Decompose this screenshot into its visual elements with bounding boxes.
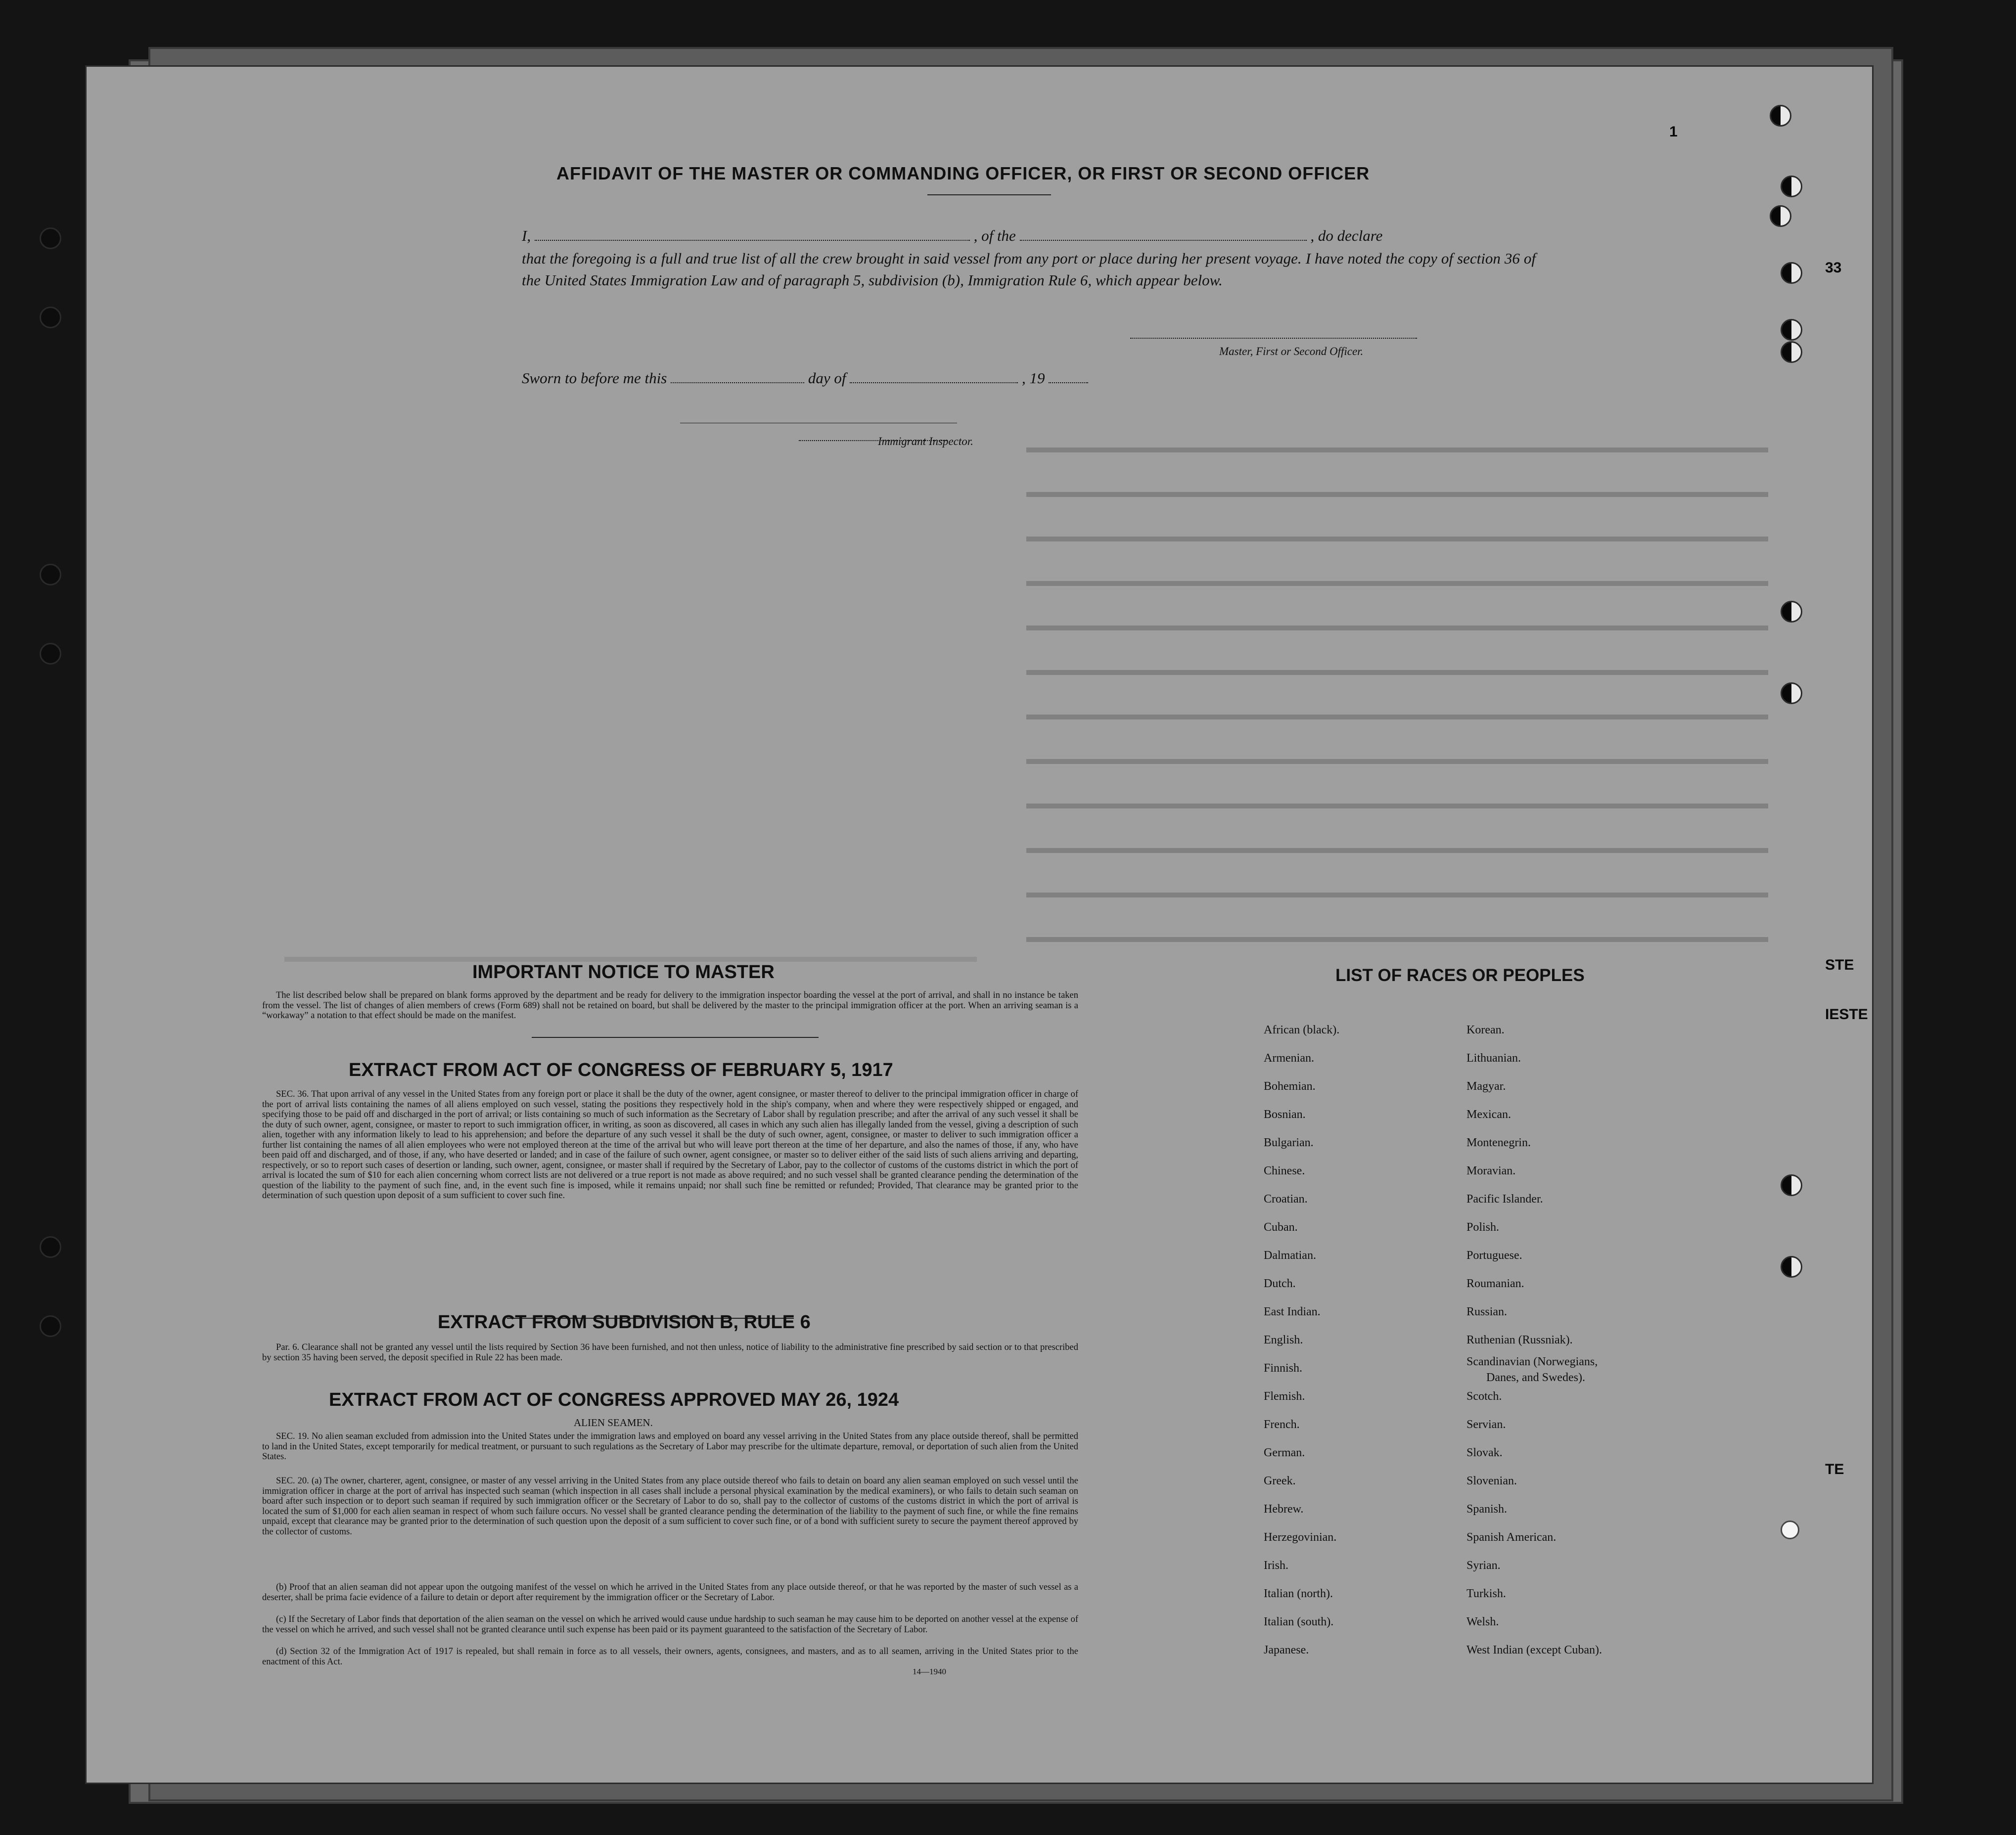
- race-item: Bosnian.: [1264, 1108, 1306, 1121]
- master-signature-label: Master, First or Second Officer.: [1219, 345, 1364, 358]
- race-item: Dutch.: [1264, 1277, 1296, 1290]
- document-page: [87, 67, 1872, 1783]
- race-item: Magyar.: [1466, 1080, 1506, 1093]
- race-item: Syrian.: [1466, 1559, 1501, 1572]
- punch-hole: [40, 307, 61, 328]
- sec20c-text: (c) If the Secretary of Labor finds that deportation of the alien seaman on the vessel on which he arrived would cause undue hardship to such seaman he may cause him to be deported on another vessel at the expense of the vessel on which he arrived, and such vessel shall not be granted clearance until such expense has been paid or its payment guaranteed to the satisfaction of the Secretary of Labor.: [262, 1614, 1078, 1635]
- show-through-line: [1026, 581, 1768, 586]
- race-item: Greek.: [1264, 1475, 1296, 1487]
- show-through-line: [1026, 626, 1768, 630]
- day-of-text: day of: [808, 369, 846, 387]
- race-item: English.: [1264, 1334, 1303, 1346]
- affidavit-title: AFFIDAVIT OF THE MASTER OR COMMANDING OFFICER, OR FIRST OR SECOND OFFICER: [556, 163, 1370, 183]
- race-item: Pacific Islander.: [1466, 1193, 1543, 1206]
- race-item: Scotch.: [1466, 1390, 1502, 1403]
- extract-1924-subtitle: ALIEN SEAMEN.: [574, 1417, 653, 1429]
- punch-hole: [1781, 262, 1802, 284]
- race-item: Italian (north).: [1264, 1587, 1333, 1600]
- race-item: Spanish American.: [1466, 1531, 1557, 1544]
- master-signature-line[interactable]: [1130, 338, 1417, 339]
- punch-hole: [1781, 341, 1802, 363]
- notice-title: IMPORTANT NOTICE TO MASTER: [472, 962, 775, 983]
- punch-hole: [1781, 1521, 1799, 1539]
- race-item: French.: [1264, 1418, 1300, 1431]
- show-through-line: [284, 957, 977, 962]
- year-text: , 19: [1021, 369, 1045, 387]
- race-item: Servian.: [1466, 1418, 1506, 1431]
- race-item: Herzegovinian.: [1264, 1531, 1337, 1544]
- race-item: Armenian.: [1264, 1052, 1314, 1065]
- vessel-name-field[interactable]: [1020, 240, 1307, 241]
- punch-hole: [40, 564, 61, 585]
- punch-hole: [1781, 601, 1802, 623]
- race-item: Korean.: [1466, 1024, 1505, 1036]
- show-through-line: [1026, 937, 1768, 942]
- race-item: Chinese.: [1264, 1164, 1305, 1177]
- do-declare-text: , do declare: [1310, 227, 1383, 244]
- race-item: Ruthenian (Russniak).: [1466, 1334, 1573, 1346]
- race-item: Bohemian.: [1264, 1080, 1316, 1093]
- race-item: Spanish.: [1466, 1503, 1508, 1516]
- race-item: Polish.: [1466, 1221, 1500, 1234]
- race-item: Croatian.: [1264, 1193, 1308, 1206]
- punch-hole: [1781, 176, 1802, 197]
- race-item: Montenegrin.: [1466, 1136, 1531, 1149]
- show-through-line: [1026, 670, 1768, 675]
- race-item: Bulgarian.: [1264, 1136, 1314, 1149]
- show-through-line: [1026, 759, 1768, 764]
- race-item: Mexican.: [1466, 1108, 1511, 1121]
- punch-hole: [40, 1315, 61, 1337]
- race-item: Slovak.: [1466, 1446, 1503, 1459]
- edge-mark: 33: [1825, 260, 1842, 276]
- race-item: Irish.: [1264, 1559, 1288, 1572]
- race-item: Flemish.: [1264, 1390, 1305, 1403]
- extract-1917-title: EXTRACT FROM ACT OF CONGRESS OF FEBRUARY 5, 1917: [349, 1060, 893, 1080]
- race-item: Finnish.: [1264, 1362, 1303, 1375]
- edge-mark: STE: [1825, 957, 1854, 973]
- edge-mark: IESTE: [1825, 1006, 1868, 1023]
- sworn-month-field[interactable]: [850, 382, 1018, 383]
- sworn-day-field[interactable]: [671, 382, 804, 383]
- punch-hole: [1781, 319, 1802, 341]
- race-item: Danes, and Swedes).: [1486, 1371, 1585, 1384]
- punch-hole: [1781, 1174, 1802, 1196]
- races-title: LIST OF RACES OR PEOPLES: [1335, 966, 1585, 985]
- punch-hole: [40, 1236, 61, 1258]
- title-underline: [927, 194, 1051, 195]
- show-through-line: [1026, 804, 1768, 808]
- race-item: Moravian.: [1466, 1164, 1516, 1177]
- notice-body: The list described below shall be prepared on blank forms approved by the department and be ready for delivery to the immigration inspector boarding the vessel at the port of arrival, and shall in no instance be taken from the vessel. The list of changes of alien members of crews (Form 689) shall not be retained on board, but shall be delivered by the master to the principal immigration officer at the port. When an arriving seaman is a “workaway” a notation to that effect should be made on the manifest.: [262, 990, 1078, 1021]
- race-item: West Indian (except Cuban).: [1466, 1644, 1602, 1656]
- race-item: Japanese.: [1264, 1644, 1309, 1656]
- declarant-prefix: I,: [522, 227, 531, 244]
- race-item: Scandinavian (Norwegians,: [1466, 1355, 1598, 1368]
- race-item: Cuban.: [1264, 1221, 1298, 1234]
- race-item: Hebrew.: [1264, 1503, 1304, 1516]
- of-the-text: , of the: [973, 227, 1016, 244]
- extract-rule6-title: EXTRACT FROM SUBDIVISION B, RULE 6: [438, 1312, 811, 1333]
- affidavit-body: that the foregoing is a full and true list of all the crew brought in said vessel from any port or place during her present voyage. I have noted the copy of section 36 of the United States Immigration Law and of paragraph 5, subdivision (b), Immigration Rule 6, which appear below.: [522, 250, 1536, 289]
- show-through-line: [1026, 448, 1768, 452]
- master-name-field[interactable]: [535, 240, 970, 241]
- show-through-line: [1026, 893, 1768, 897]
- punch-hole: [1781, 682, 1802, 704]
- show-through-line: [1026, 848, 1768, 853]
- race-item: Portuguese.: [1466, 1249, 1522, 1262]
- sec20a-text: SEC. 20. (a) The owner, charterer, agent, consignee, or master of any vessel arriving in the United States from any place outside thereof who fails to detain on board any alien seaman employed on such vessel until the immigration officer in charge at the port of arrival has inspected such seaman (which inspection in all cases shall include a personal physical examination by the medical examiners), or who fails to detain such seaman on board after such inspection or to deport such seaman if required by such immigration officer or the Secretary of Labor to do so, shall pay to the collector of customs of the customs district in which the port of arrival is located the sum of $1,000 for each alien seaman in respect of whom such failure occurs. No vessel shall be granted clearance pending the determination of the liability to the payment of such fine, or while the fine remains unpaid, except that clearance may be granted prior to the determination of such question upon the deposit of a sum sufficient to cover such fine, or of a bond with sufficient surety to secure the payment thereof approved by the collector of customs.: [262, 1476, 1078, 1537]
- punch-hole: [40, 643, 61, 665]
- edge-mark: TE: [1825, 1461, 1844, 1477]
- punch-hole: [40, 227, 61, 249]
- sworn-text: Sworn to before me this: [522, 369, 667, 387]
- race-item: Roumanian.: [1466, 1277, 1524, 1290]
- punch-hole: [1770, 105, 1791, 127]
- show-through-line: [1026, 537, 1768, 541]
- race-item: African (black).: [1264, 1024, 1340, 1036]
- race-item: Russian.: [1466, 1305, 1508, 1318]
- show-through-line: [1026, 492, 1768, 497]
- punch-hole: [1770, 205, 1791, 227]
- sec20b-text: (b) Proof that an alien seaman did not appear upon the outgoing manifest of the vessel on which he arrived in the United States from any place outside thereof, or that he was reported by the master of such vessel as a deserter, shall be prima facie evidence of a failure to detain or deport after requirement by the immigration officer or the Secretary of Labor.: [262, 1582, 1078, 1603]
- sworn-year-field[interactable]: [1049, 382, 1088, 383]
- race-item: East Indian.: [1264, 1305, 1321, 1318]
- punch-hole: [1781, 1256, 1802, 1278]
- extract-1917-body: SEC. 36. That upon arrival of any vessel in the United States from any foreign port or place it shall be the duty of the owner, agent consignee, or master thereof to deliver to the principal immigration officer in charge of the port of arrival lists containing the names of all aliens employed on such vessel, stating the positions they respectively hold in the ship's company, when and where they were respectively shipped or engaged, and specifying those to be paid off and discharged in the port of arrival; or lists containing so much of such information as the Secretary of Labor shall by regulation prescribe; and after the arrival of any such vessel it shall be the duty of such owner, agent, consignee, or master to report to such immigration officer, in writing, as soon as discovered, all cases in which any such alien has illegally landed from the vessel, giving a description of such alien, together with any information likely to lead to his apprehension; and before the departure of any such vessel it shall be the duty of such owner, agent, consignee, or master to deliver to such immigration officer a further list containing the names of all alien employees who were not employed thereon at the time of the arrival but who will leave port thereon at the time of her departure, and also the names of those, if any, who have been paid off and discharged, and of those, if any, who have deserted or landed; and in case of the failure of such owner, agent consignee, or master so to deliver either of the said lists of such aliens arriving and departing, respectively, or so to report such cases of desertion or landing, such owner, agent, consignee, or master shall if required by the Secretary of Labor, pay to the collector of customs of the customs district in which the port of arrival is located the sum of $10 for each alien concerning whom correct lists are not delivered or a true report is not made as above required; and no such vessel shall be granted clearance pending the determination of the question of the liability to the payment of such fine, and, in the event such fine is imposed, while it remains unpaid; nor shall such fine be remitted or refunded; Provided, That clearance may be granted prior to the determination of such question upon deposit of a sum sufficient to cover such fine.: [262, 1089, 1078, 1201]
- sec20d-text: (d) Section 32 of the Immigration Act of 1917 is repealed, but shall remain in force as to all vessels, their owners, agents, consignees, and masters, and as to all seamen, arriving in the United States prior to the enactment of this Act.: [262, 1647, 1078, 1667]
- race-item: Slovenian.: [1466, 1475, 1517, 1487]
- race-item: Italian (south).: [1264, 1615, 1334, 1628]
- race-item: Turkish.: [1466, 1587, 1506, 1600]
- sec19-text: SEC. 19. No alien seaman excluded from admission into the United States under the immigration laws and employed on board any vessel arriving in the United States from any place outside thereof, shall be permitted to land in the United States, except temporarily for medical treatment, or pursuant to such regulations as the Secretary of Labor may prescribe for the ultimate departure, removal, or deportation of such alien from the United States.: [262, 1432, 1078, 1462]
- race-item: Lithuanian.: [1466, 1052, 1521, 1065]
- form-number: 14—1940: [913, 1667, 946, 1676]
- extract-1924-title: EXTRACT FROM ACT OF CONGRESS APPROVED MAY 26, 1924: [329, 1389, 899, 1410]
- race-item: Dalmatian.: [1264, 1249, 1316, 1262]
- inspector-label: Immigrant Inspector.: [878, 435, 973, 448]
- race-item: German.: [1264, 1446, 1305, 1459]
- declaration-line: [522, 225, 1382, 247]
- show-through-line: [1026, 715, 1768, 719]
- section-divider: [532, 1037, 819, 1038]
- extract-rule6-body: Par. 6. Clearance shall not be granted any vessel until the lists required by Section 36 have been furnished, and not then unless, notice of liability to the administrative fine prescribed by said section or to that prescribed by section 35 having been served, the deposit specified in Rule 22 has been made.: [262, 1343, 1078, 1363]
- race-item: Welsh.: [1466, 1615, 1499, 1628]
- edge-mark: 1: [1669, 124, 1678, 140]
- sworn-line: [522, 367, 1088, 389]
